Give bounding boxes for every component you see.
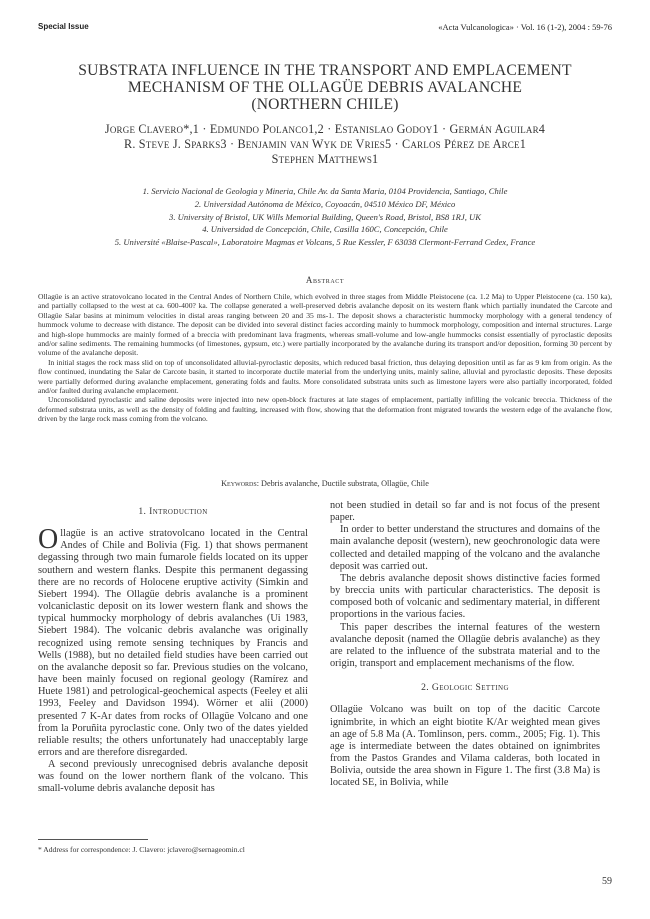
- paper-title: [30, 62, 620, 113]
- title-line-1: SUBSTRATA INFLUENCE IN THE TRANSPORT AND EMPLACEMENT: [78, 62, 572, 79]
- geologic-setting-paragraph-1: Ollagüe Volcano was built on top of the dacitic Carcote ignimbrite, in which an eight biotite K/Ar weighted mean gives an age of 5.8 Ma (A. Tomlinson, pers. comm., 2005; Fig. 1). This age is intermediate between the dates obtained on ignimbrites from the Pastos Grandes and Vilama calderas, both located in Bolivia, outside the area shown in Figure 1. The first (3.8 Ma) is located SE, in Bolivia, while: [330, 704, 600, 789]
- affiliation-1: 1. Servicio Nacional de Geologia y Mineria, Chile Av. da Santa Maria, 0104 Providencia, Santiago, Chile: [142, 186, 508, 196]
- left-column: [38, 506, 308, 796]
- affiliation-3: 3. University of Bristol, UK Wills Memorial Building, Queen's Road, Bristol, BS8 1RJ, UK: [169, 211, 481, 222]
- title-line-2: MECHANISM OF THE OLLAGÜE DEBRIS AVALANCHE: [127, 79, 523, 96]
- abstract-body: [38, 292, 612, 424]
- abstract-paragraph-2: In initial stages the rock mass slid on top of unconsolidated alluvial-pyroclastic deposits, which reduced basal friction, thus delaying deposition until as far as 9 km from origin. As the flow continued, inundating the Salar de Carcote basin, it started to incorporate ductile material from the underlying units, mainly saline, alluvial and pyroclastic deposits. These deposits were partially deformed during avalanche emplacement, generating folds and faults. More consolidated substrata units such as limestone layers were also partially incorporated, folded and/or faulted during avalanche emplacement.: [38, 357, 612, 396]
- running-header: [38, 22, 612, 36]
- correspondence-footnote: * Address for correspondence: J. Clavero: jclavero@sernageomin.cl: [38, 845, 245, 854]
- abstract-paragraph-1: Ollagüe is an active stratovolcano located in the Central Andes of Northern Chile, which evolved in three stages from Middle Pleistocene (ca. 1.2 Ma) to Upper Pleistocene (ca. 150 ka), and partially collapsed to the west at ca. 600-400? ka. The collapse generated a well-preserved debris avalanche deposit on its western flank which partially inundated the Carcote and Ollagüe Salar basins at minimum velocities in distal areas ranging between 20 and 35 ms-1. The deposit shows a characteristic hummocky morphology with a general tendency of hummock volume to decrease with distance. The deposit can be divided into several distinct facies according mainly to hummock morphology, composition and internal structures. Large and high-slope hummocks are mainly formed of a breccia with predominant lava fragments, whereas small-volume and low-angle hummocks consist essentially of pyroclastic deposits and/or saline sediments. The remaining hummocks (of limestones, gypsum, etc.) were partially incorporated by the avalanche during its transport and/or deposition, forming 30 percent by volume of the avalanche deposit.: [38, 292, 612, 358]
- intro-continued-paragraph: not been studied in detail so far and is not focus of the present paper.: [330, 500, 600, 524]
- affiliations: [30, 185, 620, 249]
- intro-paragraph-3: In order to better understand the structures and domains of the main avalanche deposit (western), new geochronologic data were collected and detailed mapping of the volcano and the avalanche deposit was carried out.: [330, 524, 600, 572]
- intro-paragraph-5: This paper describes the internal features of the western avalanche deposit (named the Ollagüe debris avalanche) as they are related to the influence of the substrata material and to the origin, transport and emplacement mechanisms of the flow.: [330, 621, 600, 670]
- title-line-3: (NORTHERN CHILE): [251, 96, 399, 113]
- authors-line-1: Jorge Clavero*,1 · Edmundo Polanco1,2 · Estanislao Godoy1 · Germán Aguilar4: [104, 122, 546, 136]
- journal-citation: «Acta Vulcanologica» · Vol. 16 (1-2), 2004 : 59-76: [438, 22, 612, 32]
- intro-paragraph-1-text: llagüe is an active stratovolcano located in the Central Andes of Chile and Bolivia (Fig. 1) that shows permanent degassing through two main fumarole fields located on its upper southern and western flanks. Despite this permanent degassing there are no records of Holocene eruptive activity (Simkin and Siebert 1994). The Ollagüe debris avalanche is a prominent volcaniclastic deposit on its lower western flank and shows the typical hummocky morphology of debris avalanches (Ui 1983, Siebert 1984). The volcanic debris avalanche was originally recognized using remote sensing techniques by Francis and Wells (1988), but no detailed field studies have been carried out on the avalanche deposit so far. Previous studies on the volcano, have been mainly focused on regional geology (Ramírez and Huete 1981) and petrological-geochemical aspects (Feeley et alii 1993, Feeley and Davidson 1994). Wörner et alii (2000) presented 7 K-Ar dates from rocks of Ollagüe Volcano and one from la Poruñita pyroclastic cone. Only two of the dates yielded reliable results; the others unfortunately had unacceptably large errors and are therefore disregarded.: [38, 528, 308, 758]
- section-1-heading: 1. Introduction: [138, 506, 208, 517]
- abstract-paragraph-3: Unconsolidated pyroclastic and saline deposits were injected into new open-block fractures at late stages of emplacement, partially infilling the volcanic breccia. Thickness of the deformed substrata units, as well as the density of folding and faulting, increased with flow, showing that the deformation front migrated towards the western edge of the avalanche flow, driven by the large rock mass coming from the volcano.: [38, 395, 612, 424]
- affiliation-5: 5. Université «Blaise-Pascal», Laboratoire Magmas et Volcans, 5 Rue Kessler, F 63038 Clermont-Ferrand Cedex, France: [114, 237, 536, 248]
- drop-cap: O: [38, 524, 59, 556]
- affiliation-4: 4. Universidad de Concepción, Chile, Casilla 160C, Concepción, Chile: [202, 224, 448, 235]
- authors-line-3: Stephen Matthews1: [271, 152, 379, 166]
- page-number: 59: [602, 876, 612, 887]
- author-list: [30, 122, 620, 167]
- section-2-heading: 2. Geologic Setting: [421, 682, 509, 694]
- keywords-label: Keywords:: [221, 479, 259, 488]
- intro-paragraph-4: The debris avalanche deposit shows distinctive facies formed by breccia units with particular characteristics. The deposit is composed both of volcanic and sedimentary material, in different proportions in the various facies.: [330, 572, 600, 621]
- right-column: [330, 500, 600, 789]
- issue-label: Special Issue: [38, 22, 89, 31]
- affiliation-2: 2. Universidad Autónoma de México, Coyoacán, 04510 México DF, México: [194, 198, 456, 209]
- keywords-text: Debris avalanche, Ductile substrata, Ollagüe, Chile: [261, 479, 429, 488]
- authors-line-2: R. Steve J. Sparks3 · Benjamin van Wyk de Vries5 · Carlos Pérez de Arce1: [123, 137, 527, 151]
- footnote-rule: [38, 839, 148, 840]
- abstract-heading: Abstract: [305, 275, 345, 285]
- intro-paragraph-2: A second previously unrecognised debris avalanche deposit was found on the lower northern flank of the volcano. This small-volume debris avalanche deposit has: [38, 759, 308, 795]
- intro-paragraph-1: [38, 524, 308, 759]
- keywords-line: [0, 479, 650, 488]
